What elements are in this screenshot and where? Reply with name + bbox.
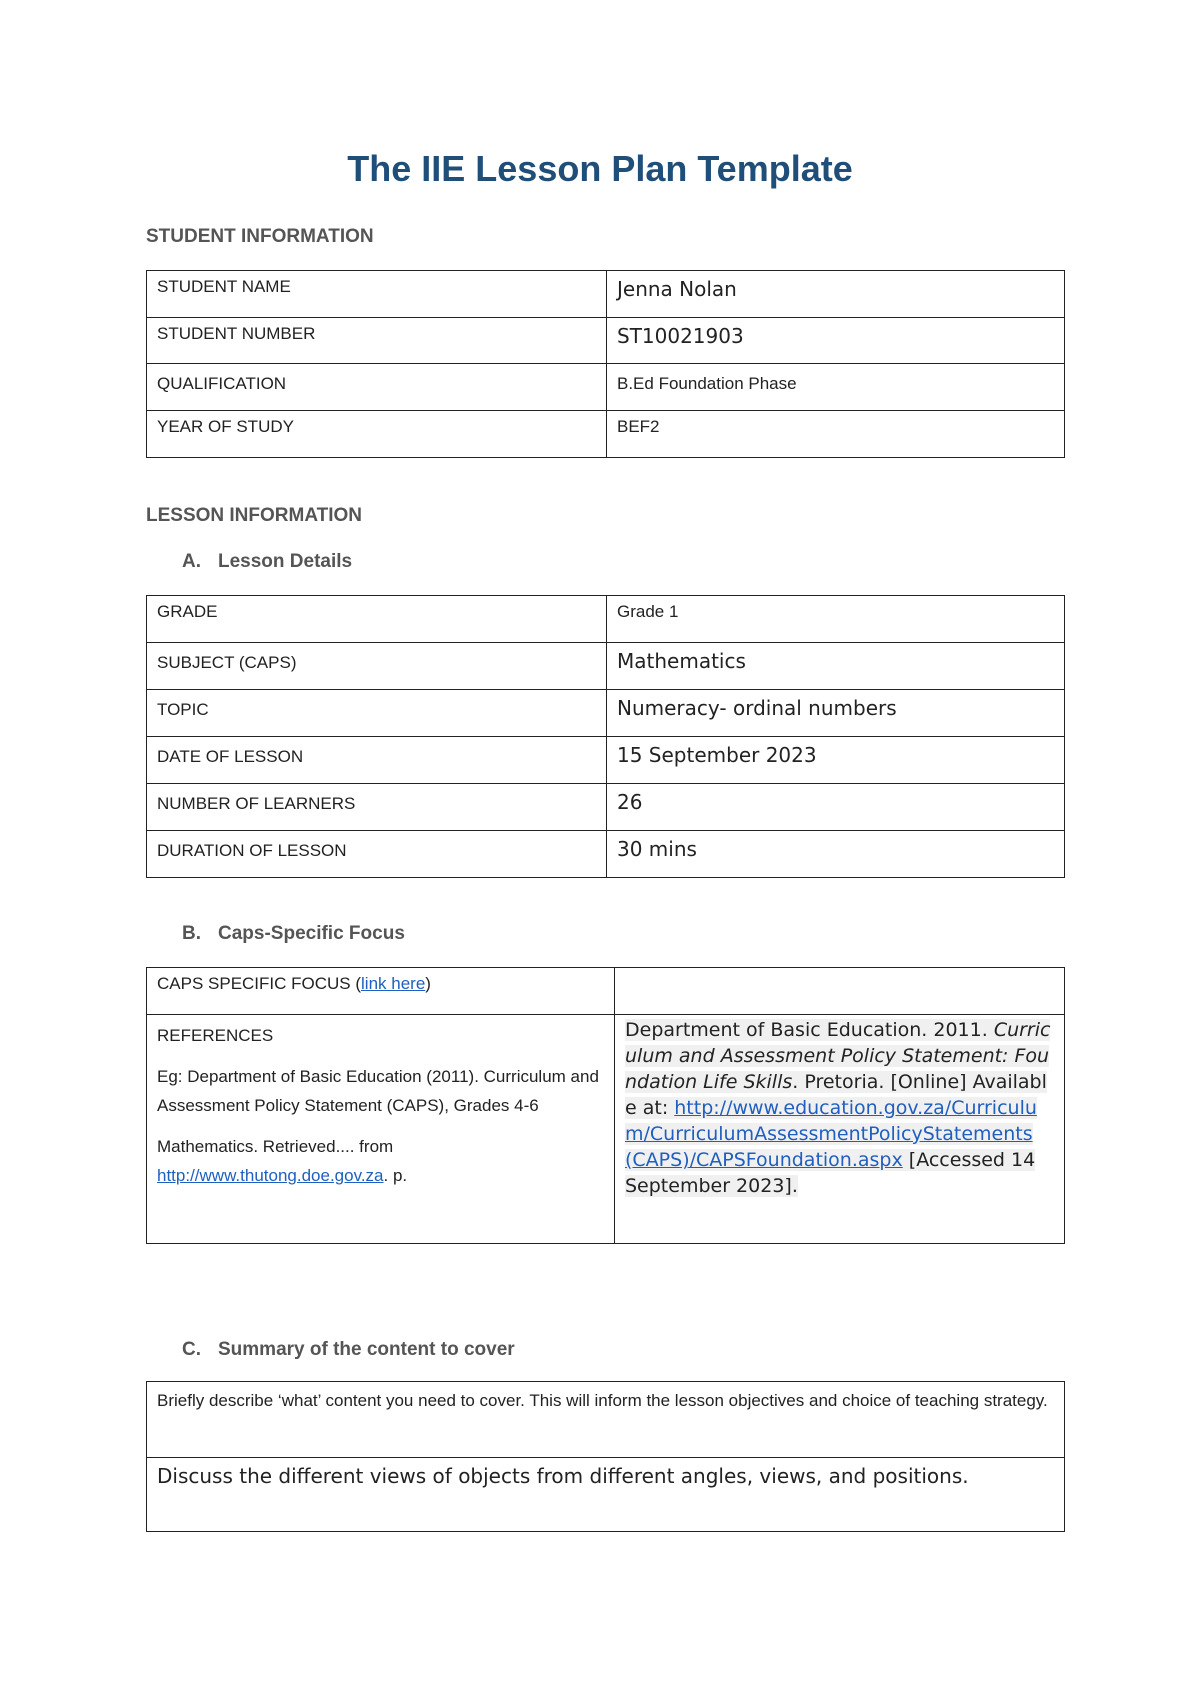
caps-focus-table bbox=[146, 967, 1065, 1244]
caps-link[interactable]: link here bbox=[361, 974, 426, 993]
student-info-table bbox=[146, 270, 1065, 458]
duration-value[interactable]: 30 mins bbox=[607, 831, 1065, 878]
references-math: Mathematics. Retrieved.... from http://www.thutong.doe.gov.za. p. bbox=[157, 1137, 408, 1185]
caps-focus-value[interactable] bbox=[615, 968, 1065, 1015]
section-a-letter: A. bbox=[182, 551, 201, 572]
education-gov-link[interactable]: http://www.education.gov.za/Curriculum/CurriculumAssessmentPolicyStatements(CAPS)/CAPSFoundation.aspx bbox=[625, 1097, 1037, 1171]
student-name-label: STUDENT NAME bbox=[147, 271, 607, 318]
table-row bbox=[147, 271, 1065, 318]
citation-cell[interactable]: Department of Basic Education. 2011. Curriculum and Assessment Policy Statement: Foundation Life Skills. Pretoria. [Online] Available at: http://www.education.gov.za/Curriculum/CurriculumAssessmentPolicyStatements(CAPS)/CAPSFoundation.aspx [Accessed 14 September 2023]. bbox=[615, 1015, 1065, 1244]
topic-value[interactable]: Numeracy- ordinal numbers bbox=[607, 690, 1065, 737]
content-answer[interactable]: Discuss the different views of objects from different angles, views, and positions. bbox=[147, 1458, 1065, 1532]
duration-label: DURATION OF LESSON bbox=[147, 831, 607, 878]
learners-label: NUMBER OF LEARNERS bbox=[147, 784, 607, 831]
caps-focus-label: CAPS SPECIFIC FOCUS (link here) bbox=[147, 968, 615, 1015]
grade-value[interactable]: Grade 1 bbox=[607, 596, 1065, 643]
section-a-heading bbox=[182, 551, 352, 573]
year-of-study-value[interactable]: BEF2 bbox=[607, 411, 1065, 458]
section-a-title: Lesson Details bbox=[218, 551, 353, 572]
student-information-heading: STUDENT INFORMATION bbox=[146, 226, 374, 247]
section-c-title: Summary of the content to cover bbox=[218, 1339, 515, 1360]
section-b-heading bbox=[182, 923, 405, 945]
section-c-heading bbox=[182, 1339, 515, 1361]
date-label: DATE OF LESSON bbox=[147, 737, 607, 784]
topic-label: TOPIC bbox=[147, 690, 607, 737]
date-value[interactable]: 15 September 2023 bbox=[607, 737, 1065, 784]
content-prompt: Briefly describe ‘what’ content you need to cover. This will inform the lesson objectives and choice of teaching strategy. bbox=[147, 1382, 1065, 1458]
subject-label: SUBJECT (CAPS) bbox=[147, 643, 607, 690]
references-label: REFERENCES bbox=[157, 1026, 274, 1045]
lesson-information-heading: LESSON INFORMATION bbox=[146, 505, 363, 526]
table-row bbox=[147, 643, 1065, 690]
section-c-letter: C. bbox=[182, 1339, 201, 1360]
section-b-title: Caps-Specific Focus bbox=[218, 923, 405, 944]
table-row bbox=[147, 1458, 1065, 1532]
qualification-label: QUALIFICATION bbox=[147, 364, 607, 411]
subject-value[interactable]: Mathematics bbox=[607, 643, 1065, 690]
table-row bbox=[147, 364, 1065, 411]
student-number-value[interactable]: ST10021903 bbox=[607, 318, 1065, 364]
student-name-value[interactable]: Jenna Nolan bbox=[607, 271, 1065, 318]
grade-label: GRADE bbox=[147, 596, 607, 643]
table-row bbox=[147, 1015, 1065, 1244]
lesson-details-table bbox=[146, 595, 1065, 878]
thutong-link[interactable]: http://www.thutong.doe.gov.za bbox=[157, 1166, 384, 1185]
table-row bbox=[147, 318, 1065, 364]
student-number-label: STUDENT NUMBER bbox=[147, 318, 607, 364]
table-row bbox=[147, 831, 1065, 878]
table-row bbox=[147, 968, 1065, 1015]
learners-value[interactable]: 26 bbox=[607, 784, 1065, 831]
table-row bbox=[147, 1382, 1065, 1458]
table-row bbox=[147, 690, 1065, 737]
table-row bbox=[147, 596, 1065, 643]
table-row bbox=[147, 784, 1065, 831]
section-b-letter: B. bbox=[182, 923, 201, 944]
page-title: The IIE Lesson Plan Template bbox=[347, 148, 853, 189]
table-row bbox=[147, 411, 1065, 458]
references-example: Eg: Department of Basic Education (2011). Curriculum and Assessment Policy Statement (CAPS), Grades 4-6 bbox=[157, 1067, 599, 1115]
qualification-value[interactable]: B.Ed Foundation Phase bbox=[607, 364, 1065, 411]
table-row bbox=[147, 737, 1065, 784]
year-of-study-label: YEAR OF STUDY bbox=[147, 411, 607, 458]
content-summary-table bbox=[146, 1381, 1065, 1532]
references-cell bbox=[147, 1015, 615, 1244]
